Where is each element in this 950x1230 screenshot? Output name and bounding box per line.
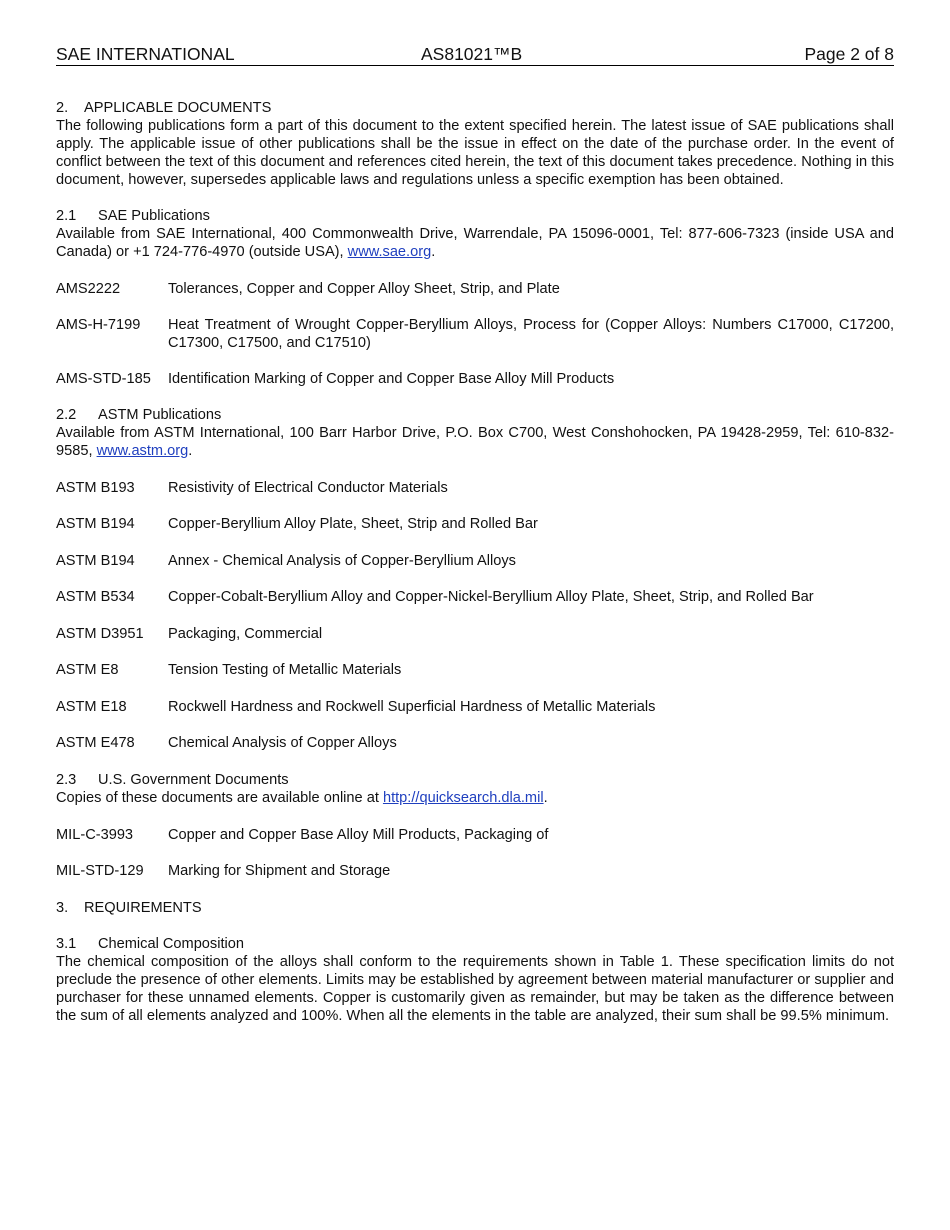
reference-row bbox=[56, 370, 894, 388]
reference-title: Chemical Analysis of Copper Alloys bbox=[168, 735, 397, 751]
page-header bbox=[56, 44, 894, 66]
reference-row bbox=[56, 316, 894, 352]
reference-title: Tension Testing of Metallic Materials bbox=[168, 662, 402, 678]
section-2-intro: The following publications form a part of this document to the extent specified herein. The latest issue of SAE publications shall apply. The applicable issue of other publications shall be the issue in effect on the date of the purchase order. In the event of conflict between the text of this document and references cited herein, the text of this document takes precedence. Nothing in this document, however, supersedes applicable laws and regulations unless a specific exemption has been obtained. bbox=[56, 118, 894, 188]
reference-title: Heat Treatment of Wrought Copper-Beryllium Alloys, Process for (Copper Alloys: Numbers C17000, C17200, C17300, C17500, and C17510) bbox=[168, 317, 894, 351]
quicksearch-link[interactable]: http://quicksearch.dla.mil bbox=[382, 790, 544, 806]
reference-row bbox=[56, 734, 894, 752]
section-number: 3. bbox=[56, 900, 69, 916]
reference-id: AMS2222 bbox=[56, 281, 121, 297]
section-title: APPLICABLE DOCUMENTS bbox=[84, 100, 272, 116]
reference-id: ASTM B194 bbox=[56, 516, 135, 532]
reference-title: Annex - Chemical Analysis of Copper-Beryllium Alloys bbox=[168, 553, 516, 569]
reference-row bbox=[56, 698, 894, 716]
reference-row bbox=[56, 515, 894, 533]
reference-title: Identification Marking of Copper and Copper Base Alloy Mill Products bbox=[168, 371, 615, 387]
reference-row bbox=[56, 552, 894, 570]
reference-title: Copper-Beryllium Alloy Plate, Sheet, Strip and Rolled Bar bbox=[168, 516, 538, 532]
section-title: ASTM Publications bbox=[98, 407, 222, 423]
section-title: U.S. Government Documents bbox=[98, 772, 289, 788]
period: . bbox=[543, 790, 548, 806]
reference-id: ASTM E478 bbox=[56, 735, 135, 751]
reference-id: ASTM B193 bbox=[56, 480, 135, 496]
reference-id: ASTM E18 bbox=[56, 699, 127, 715]
reference-id: ASTM E8 bbox=[56, 662, 119, 678]
reference-id: ASTM B194 bbox=[56, 553, 135, 569]
reference-id: ASTM D3951 bbox=[56, 626, 144, 642]
section-number: 3.1 bbox=[56, 936, 77, 952]
reference-id: MIL-STD-129 bbox=[56, 863, 144, 879]
reference-row bbox=[56, 625, 894, 643]
reference-id: AMS-STD-185 bbox=[56, 371, 151, 387]
reference-title: Copper-Cobalt-Beryllium Alloy and Copper-Nickel-Beryllium Alloy Plate, Sheet, Strip, and Rolled Bar bbox=[168, 589, 814, 605]
reference-row bbox=[56, 862, 894, 880]
reference-row bbox=[56, 280, 894, 298]
availability-text: Available from ASTM International, 100 Barr Harbor Drive, P.O. Box C700, West Conshohocken, PA 19428-2959, Tel: 610-832-9585, bbox=[56, 425, 894, 459]
reference-row bbox=[56, 588, 894, 606]
reference-title: Marking for Shipment and Storage bbox=[168, 863, 391, 879]
sae-website-link[interactable]: www.sae.org bbox=[347, 244, 432, 260]
section-number: 2.1 bbox=[56, 208, 77, 224]
section-title: REQUIREMENTS bbox=[84, 900, 202, 916]
section-title: SAE Publications bbox=[98, 208, 210, 224]
gov-availability bbox=[56, 789, 894, 807]
reference-title: Resistivity of Electrical Conductor Materials bbox=[168, 480, 448, 496]
header-organization: SAE INTERNATIONAL bbox=[56, 44, 235, 64]
section-number: 2. bbox=[56, 100, 69, 116]
reference-id: AMS-H-7199 bbox=[56, 317, 141, 333]
section-2-heading bbox=[56, 99, 894, 117]
reference-row bbox=[56, 479, 894, 497]
reference-title: Packaging, Commercial bbox=[168, 626, 323, 642]
section-title: Chemical Composition bbox=[98, 936, 244, 952]
reference-id: ASTM B534 bbox=[56, 589, 135, 605]
reference-title: Copper and Copper Base Alloy Mill Products, Packaging of bbox=[168, 827, 549, 843]
availability-text: Available from SAE International, 400 Commonwealth Drive, Warrendale, PA 15096-0001, Tel: 877-606-7323 (inside USA and Canada) or +1 724-776-4970 (outside USA), bbox=[56, 226, 894, 260]
header-page-number: Page 2 of 8 bbox=[804, 44, 894, 64]
header-document-number: AS81021™B bbox=[421, 44, 523, 64]
section-number: 2.2 bbox=[56, 407, 77, 423]
reference-row bbox=[56, 826, 894, 844]
astm-availability bbox=[56, 424, 894, 460]
section-2-1-heading bbox=[56, 207, 894, 225]
section-2-3-heading bbox=[56, 771, 894, 789]
sae-availability bbox=[56, 225, 894, 261]
reference-id: MIL-C-3993 bbox=[56, 827, 134, 843]
section-number: 2.3 bbox=[56, 772, 77, 788]
period: . bbox=[431, 244, 436, 260]
section-3-1-heading bbox=[56, 935, 894, 953]
section-3-heading bbox=[56, 899, 894, 917]
reference-title: Tolerances, Copper and Copper Alloy Sheet, Strip, and Plate bbox=[168, 281, 560, 297]
chemical-composition-text: The chemical composition of the alloys shall conform to the requirements shown in Table 1. These specification limits do not preclude the presence of other elements. Limits may be established by agreement between material manufacturer or supplier and purchaser for these unnamed elements. Copper is customarily given as remainder, but may be taken as the difference between the sum of all elements analyzed and 100%. When all the elements in the table are analyzed, their sum shall be 99.5% minimum. bbox=[56, 954, 894, 1024]
astm-website-link[interactable]: www.astm.org bbox=[96, 443, 189, 459]
availability-text: Copies of these documents are available online at bbox=[56, 790, 383, 806]
section-2-2-heading bbox=[56, 406, 894, 424]
period: . bbox=[188, 443, 193, 459]
reference-title: Rockwell Hardness and Rockwell Superficial Hardness of Metallic Materials bbox=[168, 699, 656, 715]
reference-row bbox=[56, 661, 894, 679]
